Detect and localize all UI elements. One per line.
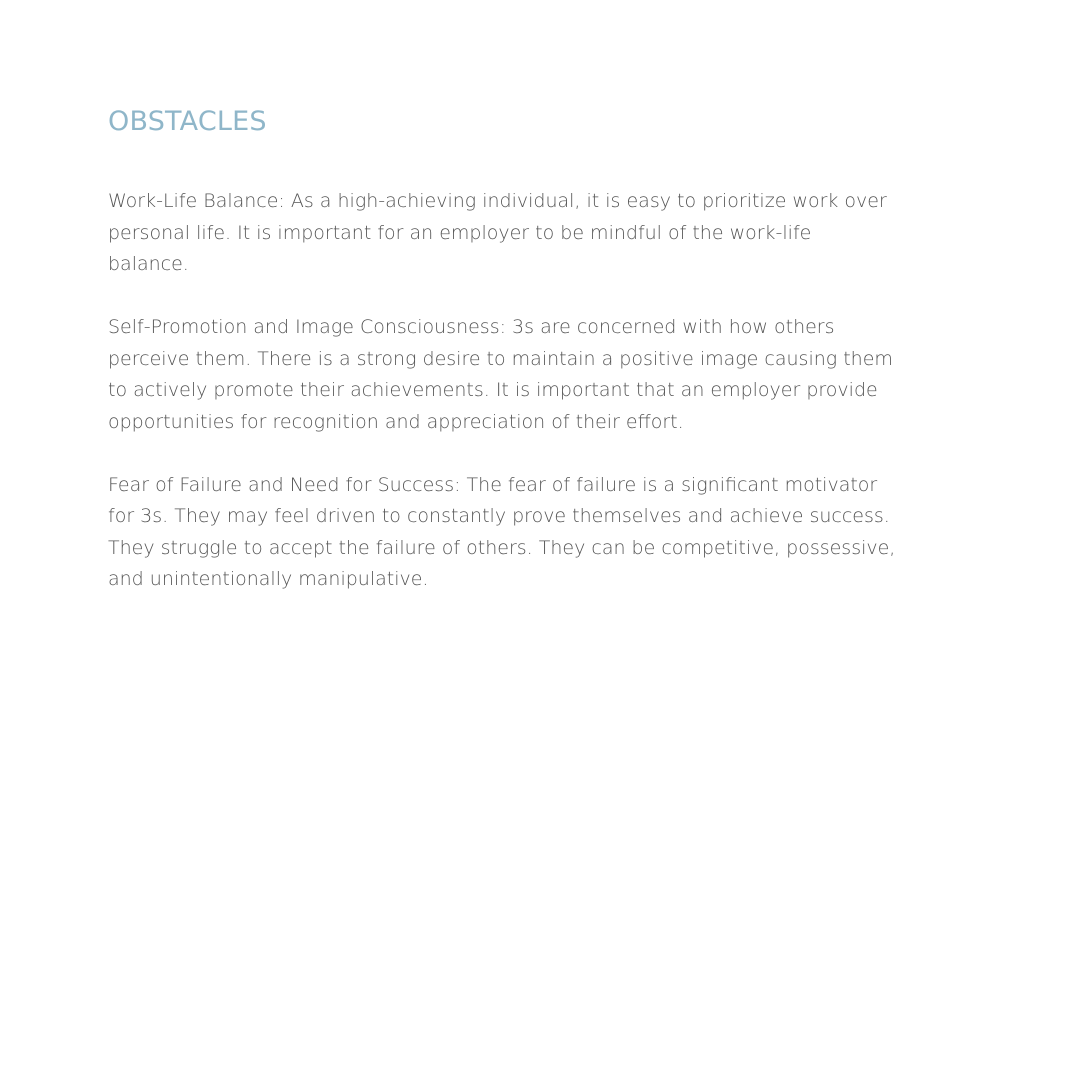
paragraph-work-life-balance: Work-Life Balance: As a high-achieving individual, it is easy to prioritize work over personal life. It is important for an employer to be mindful of the work-life balance. [108,190,887,275]
paragraph-self-promotion: Self-Promotion and Image Consciousness: 3s are concerned with how others perceive them. There is a strong desire to maintain a positive image causing them to actively promote their achievements. It is important that an employer provide opportunities for recognition and appreciation of their effort. [108,316,893,433]
document-content [108,104,898,596]
section-heading: OBSTACLES [108,106,267,137]
paragraph-fear-of-failure: Fear of Failure and Need for Success: The fear of failure is a significant motivator for 3s. They may feel driven to constantly prove themselves and achieve success. They struggle to accept the failure of others. They can be competitive, possessive, and unintentionally manipulative. [108,473,896,590]
